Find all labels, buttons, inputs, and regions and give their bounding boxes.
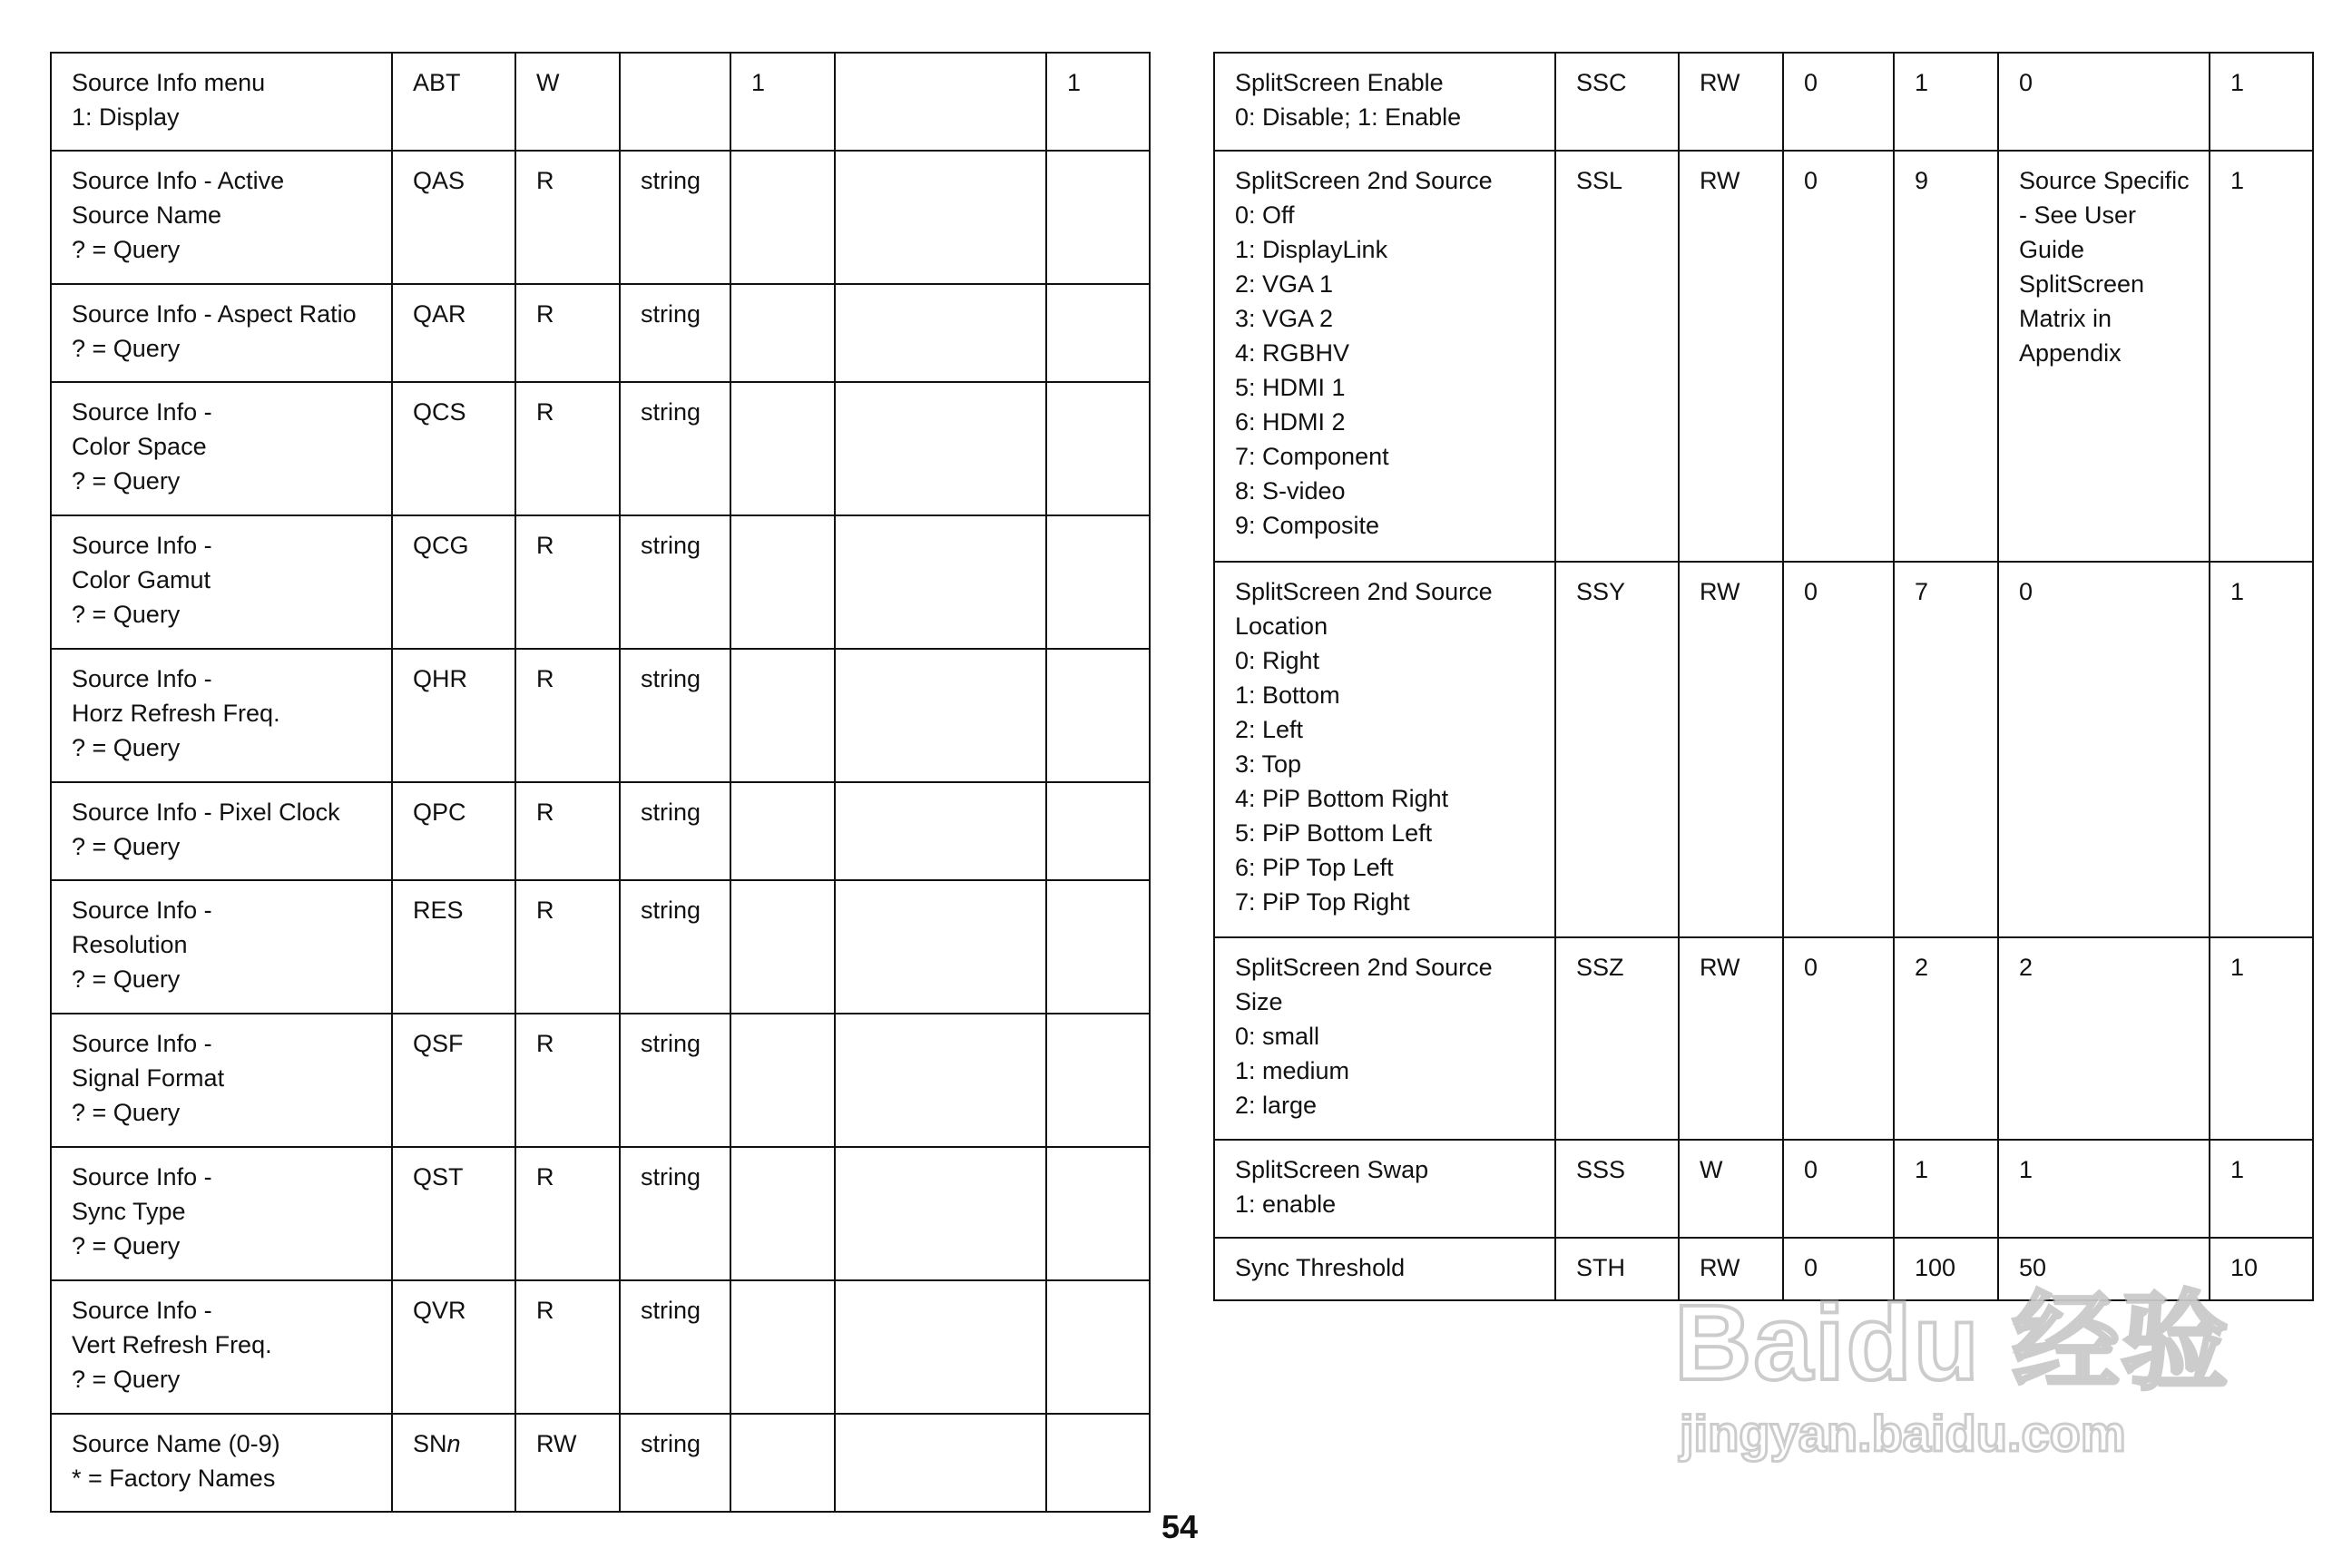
cell-access: R — [515, 151, 620, 284]
cell-description: Source Name (0-9) * = Factory Names — [51, 1414, 392, 1512]
cell-type: string — [620, 649, 730, 782]
cell-command: ABT — [392, 53, 515, 151]
cell-command: SSY — [1555, 562, 1679, 937]
cell-type: 0 — [1783, 53, 1894, 151]
cell-default: 50 — [1998, 1238, 2210, 1300]
table-row — [51, 649, 1150, 782]
cell-access: RW — [515, 1414, 620, 1512]
cell-type: string — [620, 515, 730, 649]
cell-description: Source Info - Active Source Name ? = Query — [51, 151, 392, 284]
cell-description: Source Info - Signal Format ? = Query — [51, 1014, 392, 1147]
cell-command: QSF — [392, 1014, 515, 1147]
cell-default: 2 — [1998, 937, 2210, 1140]
cell-description: Sync Threshold — [1214, 1238, 1555, 1300]
cell-min — [730, 151, 835, 284]
cell-type: string — [620, 880, 730, 1014]
cell-access: RW — [1679, 562, 1783, 937]
cell-access: RW — [1679, 1238, 1783, 1300]
cell-step — [1046, 1280, 1150, 1414]
cell-step — [1046, 382, 1150, 515]
cell-min — [730, 782, 835, 880]
table-row — [51, 382, 1150, 515]
cell-type: 0 — [1783, 1238, 1894, 1300]
cell-min — [730, 1147, 835, 1280]
cell-command: QHR — [392, 649, 515, 782]
cell-command: RES — [392, 880, 515, 1014]
left-command-table — [50, 52, 1151, 1513]
cell-description: Source Info - Horz Refresh Freq. ? = Query — [51, 649, 392, 782]
cell-access: R — [515, 1014, 620, 1147]
cell-min: 1 — [1894, 1140, 1998, 1238]
cell-description: SplitScreen Swap 1: enable — [1214, 1140, 1555, 1238]
cell-type — [620, 53, 730, 151]
cell-command: SSS — [1555, 1140, 1679, 1238]
right-command-table — [1213, 52, 2314, 1301]
cell-default — [835, 1280, 1046, 1414]
cell-description: SplitScreen 2nd Source Location 0: Right 1: Bottom 2: Left 3: Top 4: PiP Bottom Right 5: PiP Bottom Left 6: PiP Top Left 7: PiP Top Right — [1214, 562, 1555, 937]
cell-type: 0 — [1783, 151, 1894, 562]
cell-step — [1046, 515, 1150, 649]
cell-type: 0 — [1783, 1140, 1894, 1238]
cell-access: RW — [1679, 151, 1783, 562]
cell-min — [730, 382, 835, 515]
cell-default — [835, 1014, 1046, 1147]
cell-command: QPC — [392, 782, 515, 880]
cell-default — [835, 382, 1046, 515]
cell-min: 1 — [1894, 53, 1998, 151]
cell-default — [835, 151, 1046, 284]
cell-type: 0 — [1783, 562, 1894, 937]
table-row — [51, 1147, 1150, 1280]
cell-access: R — [515, 880, 620, 1014]
cell-default: 1 — [1998, 1140, 2210, 1238]
cell-access: R — [515, 382, 620, 515]
cell-description: Source Info - Color Space ? = Query — [51, 382, 392, 515]
cell-command: QCG — [392, 515, 515, 649]
cell-command: STH — [1555, 1238, 1679, 1300]
cell-default — [835, 1147, 1046, 1280]
cell-type: string — [620, 1280, 730, 1414]
cell-access: R — [515, 649, 620, 782]
table-row — [51, 515, 1150, 649]
cell-type: 0 — [1783, 937, 1894, 1140]
cell-command: SNn — [392, 1414, 515, 1512]
cell-command: QAS — [392, 151, 515, 284]
cell-step — [1046, 880, 1150, 1014]
table-row — [1214, 53, 2313, 151]
cell-type: string — [620, 782, 730, 880]
table-row — [51, 284, 1150, 382]
cell-step: 1 — [2210, 151, 2313, 562]
cell-access: R — [515, 515, 620, 649]
cell-default: Source Specific - See User Guide SplitScreen Matrix in Appendix — [1998, 151, 2210, 562]
cell-min — [730, 649, 835, 782]
cell-min: 9 — [1894, 151, 1998, 562]
cell-default — [835, 782, 1046, 880]
cell-description: Source Info - Vert Refresh Freq. ? = Query — [51, 1280, 392, 1414]
cell-step — [1046, 649, 1150, 782]
cell-description: SplitScreen 2nd Source Size 0: small 1: medium 2: large — [1214, 937, 1555, 1140]
cell-description: Source Info - Resolution ? = Query — [51, 880, 392, 1014]
cell-step: 1 — [2210, 562, 2313, 937]
cell-default — [835, 284, 1046, 382]
cell-min: 2 — [1894, 937, 1998, 1140]
cell-access: W — [515, 53, 620, 151]
table-row — [1214, 1238, 2313, 1300]
cell-min — [730, 1280, 835, 1414]
cell-min — [730, 515, 835, 649]
cell-command: QAR — [392, 284, 515, 382]
table-row — [51, 53, 1150, 151]
cell-step: 1 — [2210, 937, 2313, 1140]
cell-step: 1 — [1046, 53, 1150, 151]
cell-access: RW — [1679, 53, 1783, 151]
cell-step: 1 — [2210, 53, 2313, 151]
cell-command: QCS — [392, 382, 515, 515]
table-row — [1214, 151, 2313, 562]
cell-type: string — [620, 1014, 730, 1147]
cell-type: string — [620, 1414, 730, 1512]
table-row — [51, 782, 1150, 880]
cell-step: 10 — [2210, 1238, 2313, 1300]
table-row — [1214, 562, 2313, 937]
cell-default — [835, 515, 1046, 649]
watermark-url: jingyan.baidu.com — [1680, 1405, 2126, 1462]
table-row — [51, 1014, 1150, 1147]
cell-type: string — [620, 284, 730, 382]
cell-description: Source Info - Color Gamut ? = Query — [51, 515, 392, 649]
cell-step — [1046, 151, 1150, 284]
cell-access: R — [515, 1147, 620, 1280]
table-row — [51, 880, 1150, 1014]
cell-access: R — [515, 284, 620, 382]
cell-description: SplitScreen 2nd Source 0: Off 1: DisplayLink 2: VGA 1 3: VGA 2 4: RGBHV 5: HDMI 1 6: HDMI 2 7: Component 8: S-video 9: Composite — [1214, 151, 1555, 562]
cell-min: 7 — [1894, 562, 1998, 937]
cell-step: 1 — [2210, 1140, 2313, 1238]
cell-min — [730, 284, 835, 382]
cell-default — [835, 1414, 1046, 1512]
cell-default — [835, 649, 1046, 782]
table-row — [51, 1280, 1150, 1414]
cell-type: string — [620, 1147, 730, 1280]
cell-min — [730, 1414, 835, 1512]
cell-step — [1046, 1014, 1150, 1147]
cell-command: QVR — [392, 1280, 515, 1414]
cell-default: 0 — [1998, 53, 2210, 151]
cell-description: SplitScreen Enable 0: Disable; 1: Enable — [1214, 53, 1555, 151]
cell-default: 0 — [1998, 562, 2210, 937]
cell-command: SSZ — [1555, 937, 1679, 1140]
watermark-logo: Baidu 经验 — [1674, 1283, 2230, 1403]
cell-default — [835, 53, 1046, 151]
cell-access: R — [515, 1280, 620, 1414]
cell-step — [1046, 1414, 1150, 1512]
table-row — [51, 1414, 1150, 1512]
cell-min: 100 — [1894, 1238, 1998, 1300]
cell-min — [730, 1014, 835, 1147]
cell-step — [1046, 284, 1150, 382]
cell-access: RW — [1679, 937, 1783, 1140]
cell-description: Source Info - Pixel Clock ? = Query — [51, 782, 392, 880]
cell-command: QST — [392, 1147, 515, 1280]
cell-command: SSC — [1555, 53, 1679, 151]
cell-type: string — [620, 382, 730, 515]
cell-min: 1 — [730, 53, 835, 151]
cell-description: Source Info - Sync Type ? = Query — [51, 1147, 392, 1280]
page-number: 54 — [1161, 1508, 1199, 1545]
table-row — [1214, 937, 2313, 1140]
table-row — [1214, 1140, 2313, 1238]
cell-min — [730, 880, 835, 1014]
cell-access: W — [1679, 1140, 1783, 1238]
table-row — [51, 151, 1150, 284]
cell-type: string — [620, 151, 730, 284]
cell-access: R — [515, 782, 620, 880]
cell-default — [835, 880, 1046, 1014]
baidu-watermark — [1674, 1283, 2237, 1479]
cell-description: Source Info menu 1: Display — [51, 53, 392, 151]
cell-command: SSL — [1555, 151, 1679, 562]
cell-step — [1046, 782, 1150, 880]
cell-description: Source Info - Aspect Ratio ? = Query — [51, 284, 392, 382]
cell-step — [1046, 1147, 1150, 1280]
